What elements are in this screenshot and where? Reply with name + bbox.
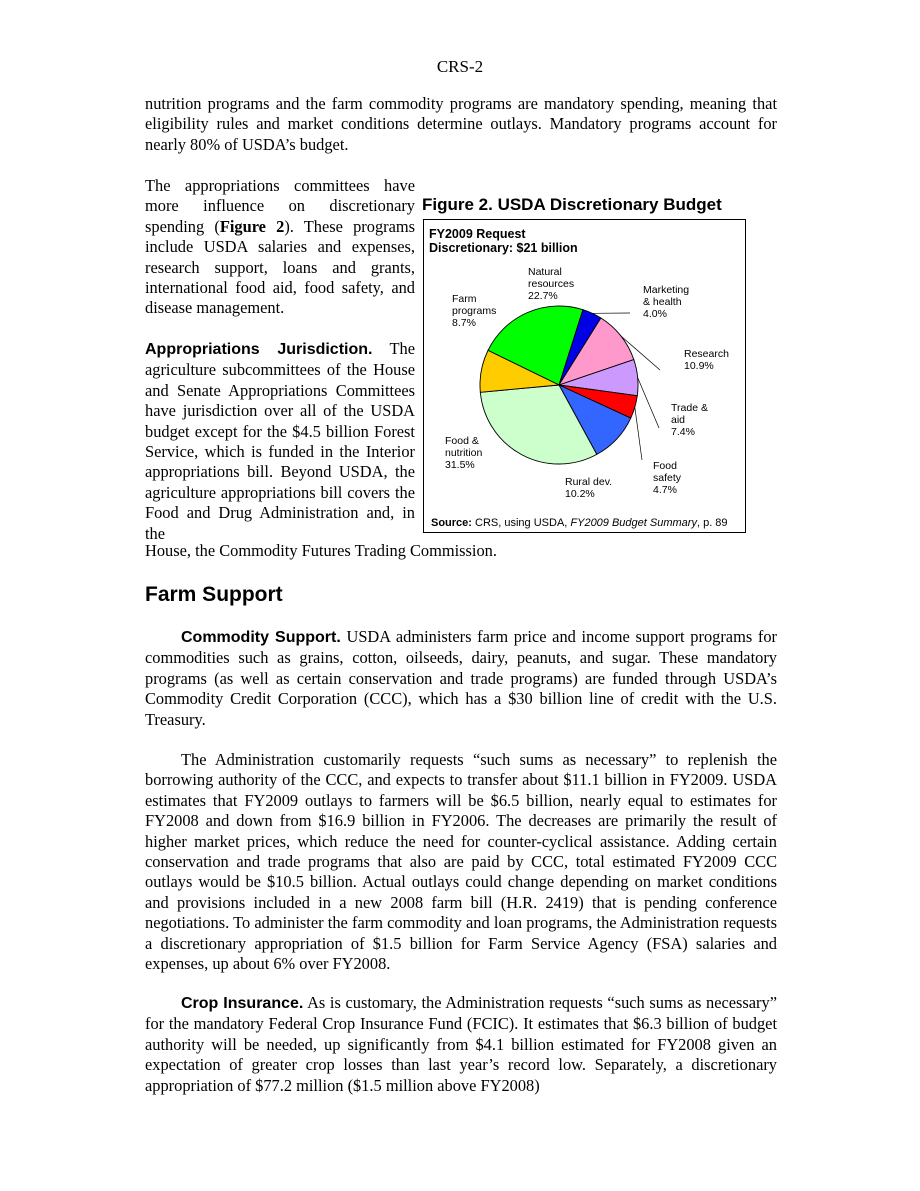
slice-label bbox=[684, 348, 729, 372]
slice-label-line: 22.7% bbox=[528, 290, 558, 302]
section-heading-farm-support: Farm Support bbox=[145, 583, 283, 606]
leader-line bbox=[638, 378, 659, 429]
ccc-paragraph bbox=[145, 750, 777, 974]
jurisdiction-heading: Appropriations Jurisdiction. bbox=[145, 341, 373, 358]
commodity-paragraph bbox=[145, 627, 777, 730]
source-end: , p. 89 bbox=[696, 517, 728, 529]
slice-label bbox=[643, 284, 689, 320]
intro-paragraph: nutrition programs and the farm commodity programs are mandatory spending, meaning that eligibility rules and market conditions determine outlays. Mandatory programs account for nearly 80% of USDA’s budget. bbox=[145, 94, 777, 154]
slice-label-line: 10.2% bbox=[565, 488, 595, 500]
slice-label-line: Food & bbox=[445, 435, 479, 447]
ccc-body: The Administration customarily requests “such sums as necessary” to replenish the borrowing authority of the CCC, and expects to transfer about $11.1 billion in FY2009. USDA estimates that FY2009 outlays to farmers will be $6.5 billion, nearly equal to estimates for FY2008 and down from $16.9 billion in FY2006. The decreases are primarily the result of higher market prices, which reduce the need for counter-cyclical assistance. Adding certain conservation and trade programs that also are paid by CCC, total estimated FY2009 CCC outlays would be $10.5 billion. Actual outlays could change depending on market conditions and provisions included in a new 2008 farm bill (H.R. 2419) that is pending conference negotiations. To administer the farm commodity and loan programs, the Administration requests a discretionary appropriation of $1.5 billion for Farm Service Agency (FSA) salaries and expenses, up about 6% over FY2008. bbox=[145, 750, 777, 974]
slice-label-line: resources bbox=[528, 278, 575, 290]
slice-label-line: Rural dev. bbox=[565, 476, 613, 488]
slice-label bbox=[452, 293, 496, 329]
slice-label-line: Natural bbox=[528, 266, 562, 278]
slice-label-line: 4.7% bbox=[653, 484, 677, 496]
appropriations-text-2: ). These programs include USDA salaries and expenses, research support, loans and grants, international food aid, food safety, and disease management. bbox=[145, 216, 415, 318]
commodity-body: USDA administers farm price and income support programs for commodities such as grains, cotton, oilseeds, dairy, peanuts, and sugar. These mandatory programs (as well as certain conservation and trade programs) are funded through USDA’s Commodity Credit Corporation (CCC), which has a $30 billion line of credit with the U.S. Treasury. bbox=[145, 627, 777, 729]
slice-label-line: nutrition bbox=[445, 447, 483, 459]
figure-box bbox=[423, 219, 746, 533]
leader-line bbox=[635, 407, 642, 460]
crop-body: As is customary, the Administration requests “such sums as necessary” for the mandatory Federal Crop Insurance Fund (FCIC). It estimates that $6.3 billion of budget authority will be needed, up significantly from $4.1 billion estimated for FY2008 given an expectation of greater crop losses than last year’s record low. Separately, a discretionary appropriation of $77.2 million ($1.5 million above FY2008) bbox=[145, 993, 777, 1095]
slice-label-line: & health bbox=[643, 296, 682, 308]
chart-title: FY2009 Request bbox=[429, 227, 526, 241]
figure-title: Figure 2. USDA Discretionary Budget bbox=[422, 195, 722, 214]
slice-label-line: Marketing bbox=[643, 284, 690, 296]
slice-label-line: 8.7% bbox=[452, 317, 476, 329]
appropriations-paragraph bbox=[145, 176, 415, 319]
slice-label-line: 10.9% bbox=[684, 360, 714, 372]
figure-source bbox=[431, 517, 728, 529]
slice-label-line: 7.4% bbox=[671, 426, 695, 438]
pie-chart bbox=[424, 220, 745, 532]
slice-label-line: Research bbox=[684, 348, 729, 360]
slice-label-line: Food bbox=[653, 460, 677, 472]
jurisdiction-body: The agriculture subcommittees of the House and Senate Appropriations Committees have jurisdiction over all of the USDA budget except for the $4.5 billion Forest Service, which is funded in the Interior appropriations bill. Beyond USDA, the agriculture appropriations bill covers the Food and Drug Administration and, in the bbox=[145, 339, 415, 543]
slice-label bbox=[528, 266, 574, 302]
source-text: CRS, using USDA, bbox=[471, 517, 571, 529]
figure-reference: Figure 2 bbox=[219, 216, 285, 236]
slice-label bbox=[445, 435, 483, 471]
appropriations-text-1: The appropriations committees have more influence on discretionary spending ( bbox=[145, 176, 415, 236]
source-title: FY2009 Budget Summary bbox=[570, 517, 697, 529]
slice-label bbox=[671, 402, 708, 438]
slice-label-line: programs bbox=[452, 305, 497, 317]
page-header: CRS-2 bbox=[436, 57, 484, 76]
slice-label-line: safety bbox=[653, 472, 682, 484]
jurisdiction-tail: House, the Commodity Futures Trading Commission. bbox=[145, 541, 497, 560]
chart-subtitle: Discretionary: $21 billion bbox=[429, 241, 578, 255]
crop-heading: Crop Insurance. bbox=[181, 995, 304, 1012]
slice-label-line: Farm bbox=[452, 293, 477, 305]
slice-label-line: 31.5% bbox=[445, 459, 475, 471]
source-label: Source: bbox=[431, 517, 472, 529]
slice-label-line: Trade & bbox=[671, 402, 708, 414]
slice-label bbox=[565, 476, 612, 500]
crop-insurance-paragraph bbox=[145, 993, 777, 1096]
slice-label-line: aid bbox=[671, 414, 686, 426]
slice-label bbox=[653, 460, 682, 496]
jurisdiction-paragraph bbox=[145, 339, 415, 544]
slice-label-line: 4.0% bbox=[643, 308, 667, 320]
commodity-heading: Commodity Support. bbox=[181, 629, 341, 646]
